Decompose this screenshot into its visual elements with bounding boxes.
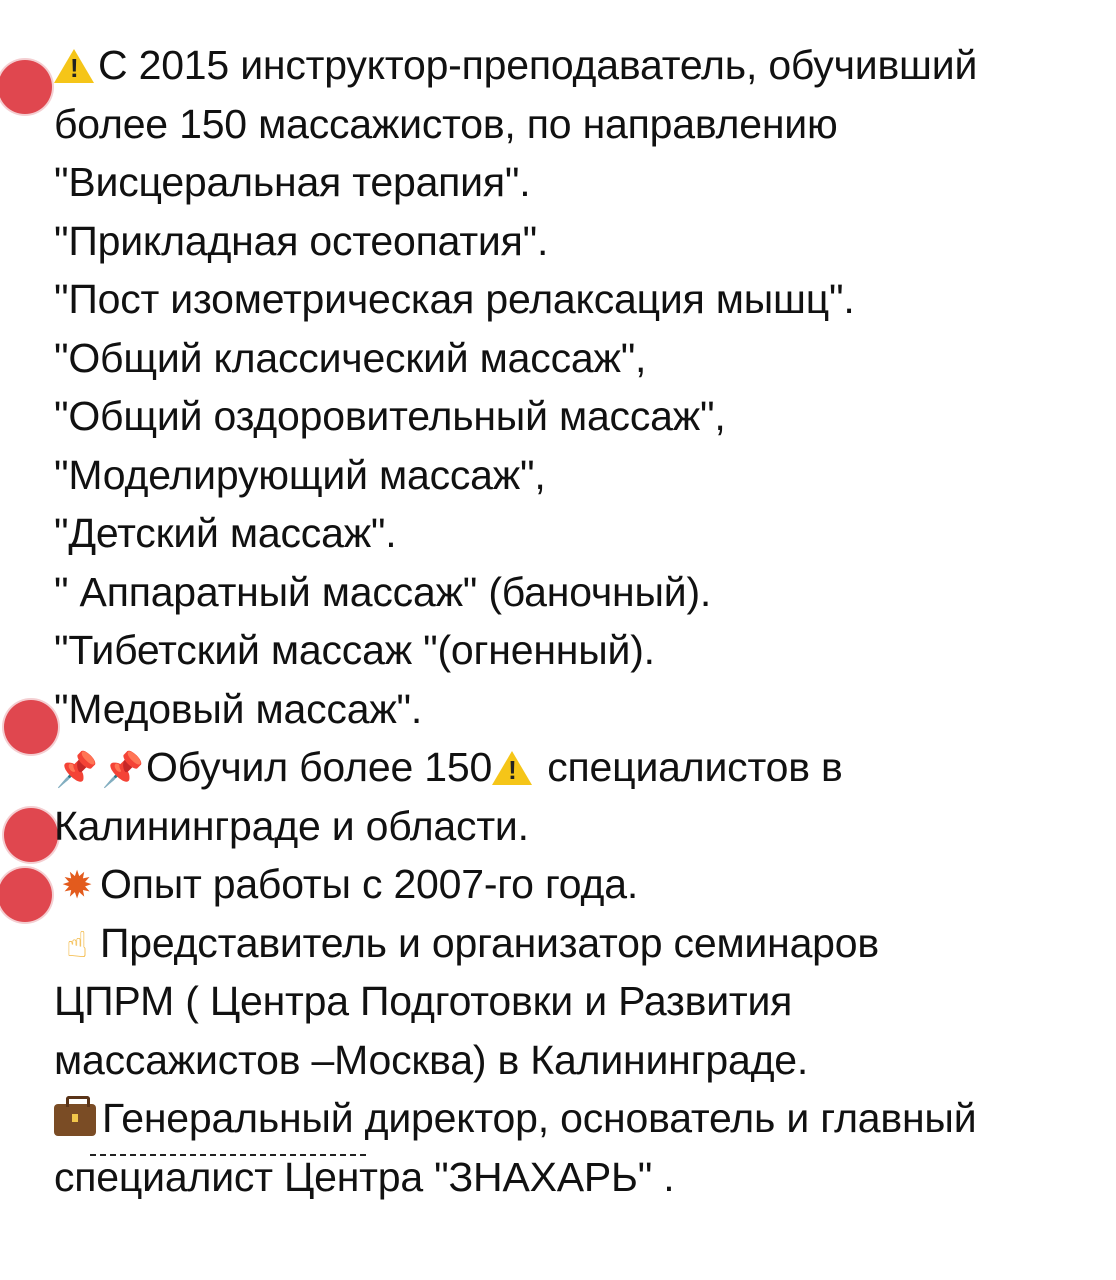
marker-dot [0,868,52,922]
text-line [54,329,1094,388]
text-line [54,1031,1094,1090]
line-text: "Моделирующий массаж", [54,451,546,498]
text-line [54,446,1094,505]
text-line [54,95,1094,154]
collision-icon: ✹ [61,863,93,907]
line-text: "Пост изометрическая релаксация мышц". [54,276,855,322]
line-text: Калининграде и области. [54,802,529,849]
pushpin-icon: 📌 [101,750,145,790]
line-text: "Висцеральная терапия". [54,159,531,205]
warning-icon [492,751,532,785]
line-text: "Общий оздоровительный массаж", [54,393,726,439]
text-line [54,36,1094,95]
text-line [54,153,1094,212]
pushpin-icon: 📌 [55,750,99,790]
text-line [54,504,1094,563]
text-block [54,36,1094,1206]
text-line [54,621,1094,680]
line-text: массажистов –Москва) в Калининграде. [54,1036,809,1083]
briefcase-icon [54,1104,96,1136]
line-text: "Тибетский массаж "(огненный). [54,627,655,673]
dashed-divider [90,1154,366,1158]
line-text: "Медовый массаж". [54,685,423,732]
text-line [54,680,1094,739]
text-line [54,738,1094,797]
line-text: более 150 массажистов, по направлению [54,100,838,147]
line-text: Опыт работы с 2007-го года. [100,861,639,907]
text-line [54,563,1094,622]
marker-dot [4,700,58,754]
line-text: "Прикладная остеопатия". [54,217,549,264]
text-line [54,1089,1094,1148]
line-text: С 2015 инструктор-преподаватель, обучивший [98,42,978,88]
text-line [54,972,1094,1031]
line-text: специалист Центра "ЗНАХАРЬ" . [54,1153,675,1200]
line-text: "Общий классический массаж", [54,334,647,381]
text-line [54,855,1094,914]
text-line [54,797,1094,856]
line-text: Генеральный директор, основатель и главный [102,1095,977,1141]
line-text: " Аппаратный массаж" (баночный). [54,568,712,615]
line-text: Обучил более 150 [146,744,493,790]
text-line [54,387,1094,446]
line-text: "Детский массаж". [54,510,397,556]
line-text: специалистов в [536,744,843,790]
text-line [54,914,1094,973]
text-line [54,270,1094,329]
marker-dot [0,60,52,114]
warning-icon [54,49,94,83]
marker-dot [4,808,58,862]
text-line [54,212,1094,271]
pointing-up-icon: ☝ [66,924,88,966]
line-text: ЦПРМ ( Центра Подготовки и Развития [54,978,793,1024]
line-text: Представитель и организатор семинаров [100,919,879,966]
